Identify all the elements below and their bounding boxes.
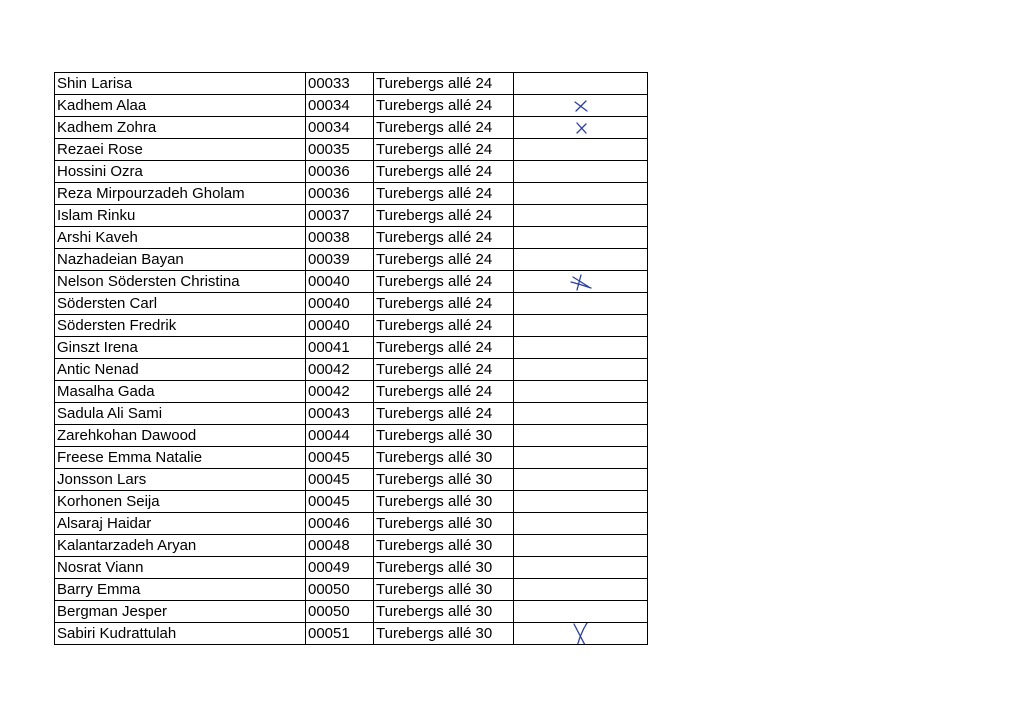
resident-name-cell: Barry Emma bbox=[55, 579, 306, 601]
resident-name-cell: Nazhadeian Bayan bbox=[55, 249, 306, 271]
check-mark-cell bbox=[514, 293, 648, 315]
check-mark-cell bbox=[514, 315, 648, 337]
address-cell: Turebergs allé 30 bbox=[374, 579, 514, 601]
apartment-number-cell: 00033 bbox=[306, 73, 374, 95]
apartment-number-cell: 00040 bbox=[306, 271, 374, 293]
table-row bbox=[55, 359, 648, 381]
handwritten-x-mark-icon bbox=[571, 623, 591, 645]
apartment-number-cell: 00043 bbox=[306, 403, 374, 425]
check-mark-cell bbox=[514, 359, 648, 381]
address-cell: Turebergs allé 24 bbox=[374, 315, 514, 337]
table-row bbox=[55, 293, 648, 315]
resident-name-cell: Kadhem Zohra bbox=[55, 117, 306, 139]
resident-name-cell: Shin Larisa bbox=[55, 73, 306, 95]
resident-name-cell: Nosrat Viann bbox=[55, 557, 306, 579]
handwritten-x-mark-icon bbox=[573, 99, 589, 113]
apartment-number-cell: 00045 bbox=[306, 469, 374, 491]
resident-name-cell: Arshi Kaveh bbox=[55, 227, 306, 249]
address-cell: Turebergs allé 30 bbox=[374, 623, 514, 645]
table-row bbox=[55, 117, 648, 139]
address-cell: Turebergs allé 24 bbox=[374, 403, 514, 425]
resident-name-cell: Jonsson Lars bbox=[55, 469, 306, 491]
resident-name-cell: Korhonen Seija bbox=[55, 491, 306, 513]
address-cell: Turebergs allé 24 bbox=[374, 183, 514, 205]
check-mark-cell bbox=[514, 271, 648, 293]
address-cell: Turebergs allé 30 bbox=[374, 469, 514, 491]
address-cell: Turebergs allé 24 bbox=[374, 227, 514, 249]
apartment-number-cell: 00036 bbox=[306, 183, 374, 205]
resident-name-cell: Bergman Jesper bbox=[55, 601, 306, 623]
address-cell: Turebergs allé 24 bbox=[374, 271, 514, 293]
apartment-number-cell: 00034 bbox=[306, 117, 374, 139]
table-row bbox=[55, 623, 648, 645]
address-cell: Turebergs allé 30 bbox=[374, 425, 514, 447]
address-cell: Turebergs allé 30 bbox=[374, 557, 514, 579]
check-mark-cell bbox=[514, 535, 648, 557]
resident-name-cell: Rezaei Rose bbox=[55, 139, 306, 161]
check-mark-cell bbox=[514, 623, 648, 645]
table-row bbox=[55, 205, 648, 227]
apartment-number-cell: 00051 bbox=[306, 623, 374, 645]
check-mark-cell bbox=[514, 139, 648, 161]
resident-name-cell: Ginszt Irena bbox=[55, 337, 306, 359]
table-row bbox=[55, 73, 648, 95]
apartment-number-cell: 00045 bbox=[306, 491, 374, 513]
table-row bbox=[55, 381, 648, 403]
check-mark-cell bbox=[514, 227, 648, 249]
apartment-number-cell: 00049 bbox=[306, 557, 374, 579]
apartment-number-cell: 00034 bbox=[306, 95, 374, 117]
table-row bbox=[55, 447, 648, 469]
resident-list-table bbox=[54, 72, 648, 645]
check-mark-cell bbox=[514, 161, 648, 183]
resident-name-cell: Hossini Ozra bbox=[55, 161, 306, 183]
apartment-number-cell: 00042 bbox=[306, 381, 374, 403]
apartment-number-cell: 00044 bbox=[306, 425, 374, 447]
check-mark-cell bbox=[514, 205, 648, 227]
apartment-number-cell: 00045 bbox=[306, 447, 374, 469]
check-mark-cell bbox=[514, 95, 648, 117]
resident-name-cell: Kalantarzadeh Aryan bbox=[55, 535, 306, 557]
table-row bbox=[55, 271, 648, 293]
check-mark-cell bbox=[514, 117, 648, 139]
apartment-number-cell: 00038 bbox=[306, 227, 374, 249]
address-cell: Turebergs allé 24 bbox=[374, 249, 514, 271]
table-row bbox=[55, 579, 648, 601]
check-mark-cell bbox=[514, 403, 648, 425]
table-row bbox=[55, 249, 648, 271]
check-mark-cell bbox=[514, 183, 648, 205]
apartment-number-cell: 00048 bbox=[306, 535, 374, 557]
address-cell: Turebergs allé 30 bbox=[374, 601, 514, 623]
apartment-number-cell: 00039 bbox=[306, 249, 374, 271]
check-mark-cell bbox=[514, 447, 648, 469]
apartment-number-cell: 00050 bbox=[306, 601, 374, 623]
check-mark-cell bbox=[514, 337, 648, 359]
address-cell: Turebergs allé 24 bbox=[374, 73, 514, 95]
resident-list-body bbox=[55, 73, 648, 645]
resident-name-cell: Alsaraj Haidar bbox=[55, 513, 306, 535]
address-cell: Turebergs allé 24 bbox=[374, 139, 514, 161]
resident-name-cell: Zarehkohan Dawood bbox=[55, 425, 306, 447]
apartment-number-cell: 00040 bbox=[306, 315, 374, 337]
address-cell: Turebergs allé 30 bbox=[374, 535, 514, 557]
resident-name-cell: Antic Nenad bbox=[55, 359, 306, 381]
apartment-number-cell: 00040 bbox=[306, 293, 374, 315]
address-cell: Turebergs allé 24 bbox=[374, 161, 514, 183]
resident-name-cell: Nelson Södersten Christina bbox=[55, 271, 306, 293]
resident-name-cell: Masalha Gada bbox=[55, 381, 306, 403]
apartment-number-cell: 00041 bbox=[306, 337, 374, 359]
apartment-number-cell: 00036 bbox=[306, 161, 374, 183]
check-mark-cell bbox=[514, 491, 648, 513]
address-cell: Turebergs allé 24 bbox=[374, 337, 514, 359]
resident-name-cell: Sabiri Kudrattulah bbox=[55, 623, 306, 645]
resident-name-cell: Islam Rinku bbox=[55, 205, 306, 227]
address-cell: Turebergs allé 24 bbox=[374, 381, 514, 403]
check-mark-cell bbox=[514, 513, 648, 535]
table-row bbox=[55, 491, 648, 513]
table-row bbox=[55, 425, 648, 447]
address-cell: Turebergs allé 24 bbox=[374, 359, 514, 381]
table-row bbox=[55, 403, 648, 425]
resident-name-cell: Sadula Ali Sami bbox=[55, 403, 306, 425]
handwritten-x-mark-icon bbox=[574, 121, 588, 135]
address-cell: Turebergs allé 24 bbox=[374, 293, 514, 315]
table-row bbox=[55, 601, 648, 623]
address-cell: Turebergs allé 30 bbox=[374, 491, 514, 513]
table-row bbox=[55, 95, 648, 117]
table-row bbox=[55, 557, 648, 579]
resident-name-cell: Reza Mirpourzadeh Gholam bbox=[55, 183, 306, 205]
check-mark-cell bbox=[514, 425, 648, 447]
address-cell: Turebergs allé 24 bbox=[374, 95, 514, 117]
address-cell: Turebergs allé 24 bbox=[374, 205, 514, 227]
check-mark-cell bbox=[514, 601, 648, 623]
check-mark-cell bbox=[514, 381, 648, 403]
resident-name-cell: Södersten Fredrik bbox=[55, 315, 306, 337]
resident-name-cell: Södersten Carl bbox=[55, 293, 306, 315]
table-row bbox=[55, 469, 648, 491]
table-row bbox=[55, 183, 648, 205]
table-row bbox=[55, 161, 648, 183]
check-mark-cell bbox=[514, 469, 648, 491]
table-row bbox=[55, 535, 648, 557]
apartment-number-cell: 00037 bbox=[306, 205, 374, 227]
apartment-number-cell: 00050 bbox=[306, 579, 374, 601]
table-row bbox=[55, 139, 648, 161]
check-mark-cell bbox=[514, 73, 648, 95]
resident-name-cell: Kadhem Alaa bbox=[55, 95, 306, 117]
table-row bbox=[55, 227, 648, 249]
resident-name-cell: Freese Emma Natalie bbox=[55, 447, 306, 469]
check-mark-cell bbox=[514, 579, 648, 601]
handwritten-x-mark-icon bbox=[569, 273, 593, 291]
address-cell: Turebergs allé 24 bbox=[374, 117, 514, 139]
apartment-number-cell: 00035 bbox=[306, 139, 374, 161]
table-row bbox=[55, 337, 648, 359]
address-cell: Turebergs allé 30 bbox=[374, 447, 514, 469]
table-row bbox=[55, 315, 648, 337]
table-row bbox=[55, 513, 648, 535]
apartment-number-cell: 00042 bbox=[306, 359, 374, 381]
apartment-number-cell: 00046 bbox=[306, 513, 374, 535]
check-mark-cell bbox=[514, 557, 648, 579]
address-cell: Turebergs allé 30 bbox=[374, 513, 514, 535]
check-mark-cell bbox=[514, 249, 648, 271]
